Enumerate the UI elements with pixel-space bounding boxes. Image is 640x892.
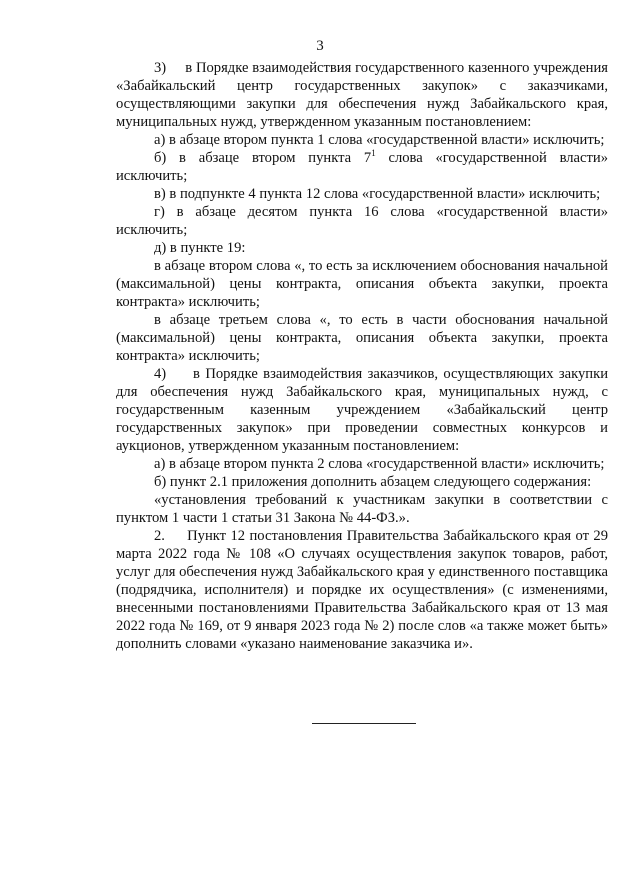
paragraph-subitem-v: в) в подпункте 4 пункта 12 слова «государственной власти» исключить;	[154, 186, 601, 202]
document-body	[116, 59, 608, 653]
paragraph-subitem-a: а) в абзаце втором пункта 1 слова «государственной власти» исключить;	[154, 132, 605, 148]
paragraph-subitem-b	[116, 149, 608, 185]
paragraph-subitem-b-text-end: слова «государственной власти» исключить;	[116, 150, 608, 184]
paragraph-item-4-b: б) пункт 2.1 приложения дополнить абзацем следующего содержания:	[154, 474, 592, 490]
end-separator-line	[312, 723, 416, 724]
superscript-1: 1	[371, 148, 376, 159]
page-number: 3	[316, 38, 324, 54]
paragraph-abzac-2: в абзаце втором слова «, то есть за исключением обоснования начальной (максимальной) цены контракта, описания объекта закупки, проекта контракта» исключить;	[116, 258, 608, 310]
paragraph-subitem-g: г) в абзаце десятом пункта 16 слова «государственной власти» исключить;	[116, 204, 608, 238]
paragraph-subitem-b-text: б) в абзаце втором пункта 7	[154, 150, 372, 166]
paragraph-item-4: 4) в Порядке взаимодействия заказчиков, осуществляющих закупки для обеспечения нужд Забайкальского края, муниципальных нужд, с государственным казенным учреждением «Забайкальский центр государственных закупок» при проведении совместных конкурсов и аукционов, утвержденном указанным постановлением:	[116, 366, 608, 454]
paragraph-item-3: 3) в Порядке взаимодействия государственного казенного учреждения «Забайкальский центр государственных закупок» с заказчиками, осуществляющими закупки для обеспечения нужд Забайкальского края, муниципальных нужд, утвержденном указанным постановлением:	[116, 60, 608, 130]
paragraph-item-2: 2. Пункт 12 постановления Правительства Забайкальского края от 29 марта 2022 года № 108 «О случаях осуществления закупок товаров, работ, услуг для обеспечения нужд Забайкальского края у единственного поставщика (подрядчика, исполнителя) и порядке их осуществления» (с изменениями, внесенными постановлениями Правительства Забайкальского края от 13 мая 2022 года № 169, от 9 января 2023 года № 2) после слов «а также может быть» дополнить словами «указано наименование заказчика и».	[116, 528, 608, 652]
paragraph-abzac-3: в абзаце третьем слова «, то есть в части обоснования начальной (максимальной) цены контракта, описания объекта закупки, проекта контракта» исключить;	[116, 312, 608, 364]
paragraph-quote: «установления требований к участникам закупки в соответствии с пунктом 1 части 1 статьи 31 Закона № 44-ФЗ.».	[116, 492, 608, 526]
paragraph-item-4-a: а) в абзаце втором пункта 2 слова «государственной власти» исключить;	[154, 456, 605, 472]
paragraph-subitem-d: д) в пункте 19:	[154, 240, 246, 256]
